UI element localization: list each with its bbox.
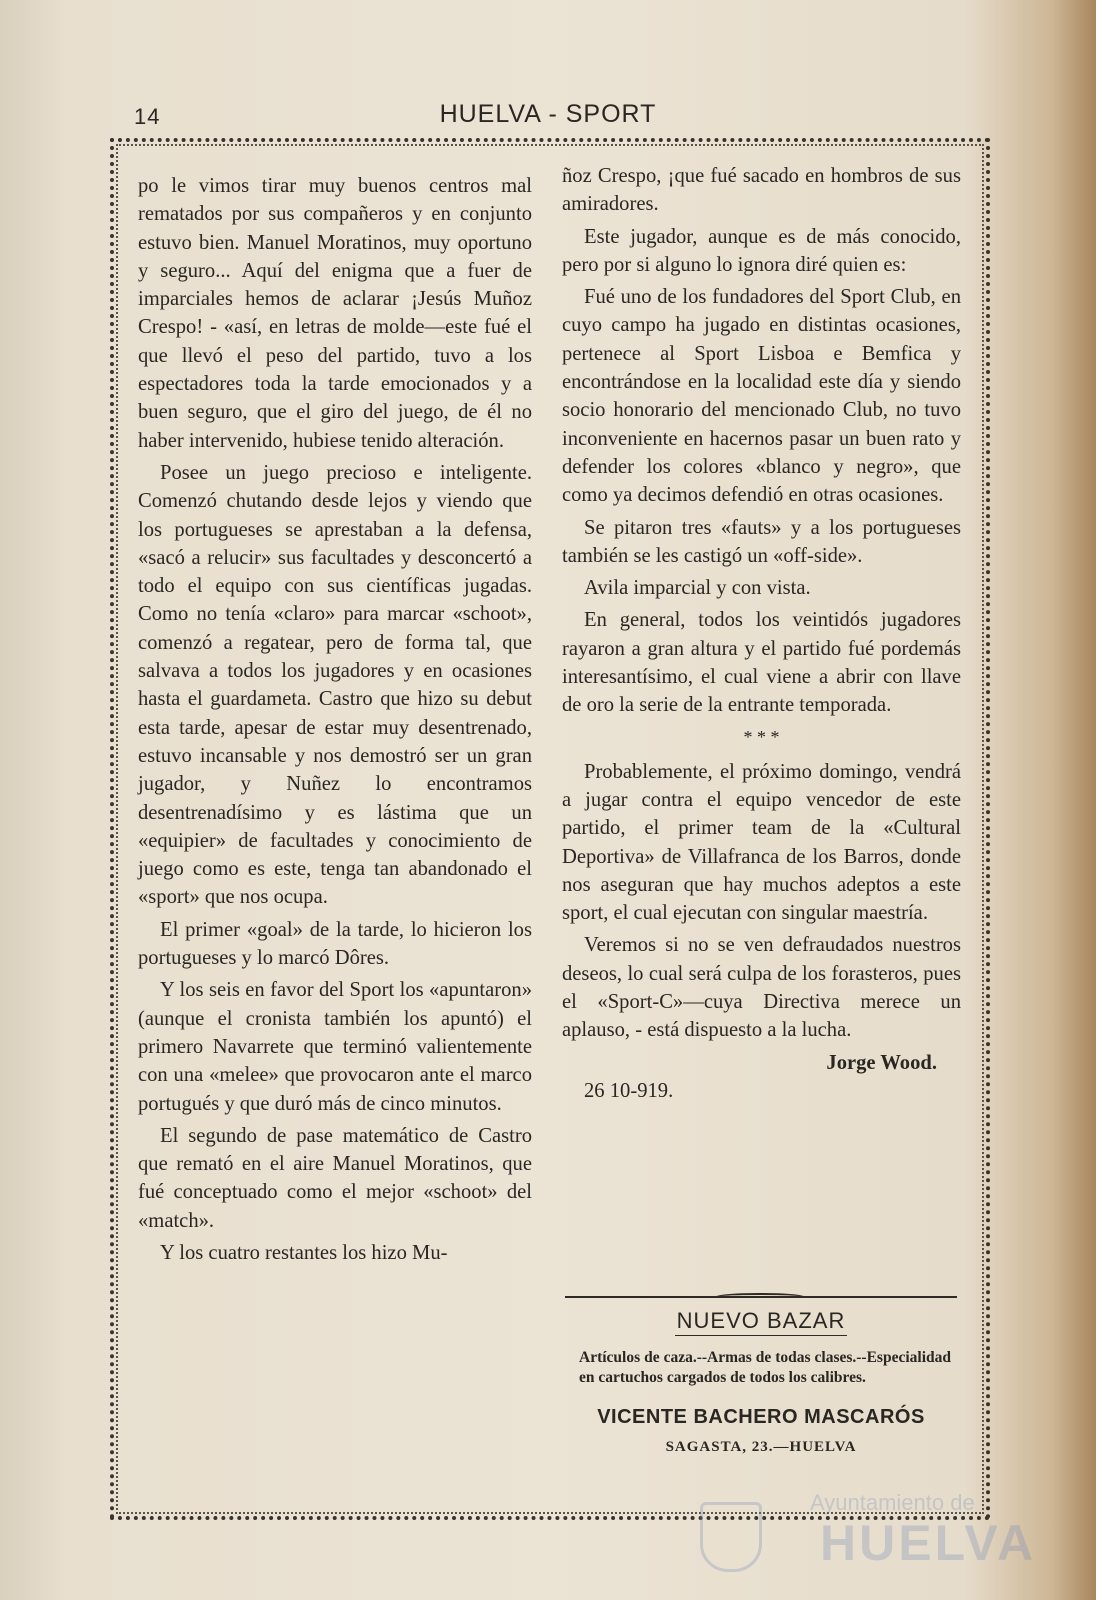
article-date: 26 10-919. [584,1079,674,1102]
paragraph: Posee un juego precioso e inteligente. Comenzó chutando desde lejos y viendo que los portugueses se aprestaban a la defensa, «sacó a relucir» sus facultades y desconcertó a todo el equipo con sus científicas jugadas. Como no tenía «claro» para marcar «schoot», comenzó a regatear, pero de forma tal, que salvava a todos los jugadores y en ocasiones hasta el guardameta. Castro que hizo su debut esta tarde, apesar de estar muy desentrenado, estuvo incansable y nos demostró ser un gran jugador, y Nuñez lo encontramos desentrenadísimo y es lástima que un «equipier» de facultades y conocimiento de juego como es este, tenga tan abandonado el «sport» que nos ocupa. [138,461,532,909]
right-column [562,162,961,1105]
paragraph: Y los seis en favor del Sport los «apuntaron» (aunque el cronista también los apuntó) el primero Navarrete que terminó valientemente con una «melee» que provocaron ante el marco portugués y que duró más de cinco minutos. [138,979,532,1115]
paragraph: El primer «goal» de la tarde, lo hicieron los portugueses y lo marcó Dôres. [138,918,532,970]
running-title: HUELVA - SPORT [439,100,657,128]
left-column [138,172,532,1267]
paragraph: Fué uno de los fundadores del Sport Club, en cuyo campo ha jugado en distintas ocasiones, pertenece al Sport Lisboa e Bemfica y encontrándose en la localidad este día y siendo socio honorario del mencionado Club, no tuvo inconveniente en hacernos pasar un buen rato y defender los colores «blanco y negro», que como ya decimos defendió en otras ocasiones. [562,286,961,507]
shield-icon [700,1502,762,1572]
ad-address: SAGASTA, 23.—HUELVA [665,1439,857,1455]
paragraph: po le vimos tirar muy buenos centros mal rematados por sus compañeros y en conjunto estuvo bien. Manuel Moratinos, muy oportuno y seguro... Aquí del enigma que a fuer de imparciales hemos de aclarar ¡Jesús Muñoz Crespo! - «así, en letras de molde—este fué el que llevó el peso del partido, tuvo a los espectadores toda la tarde emocionados y a buen seguro, que el giro del juego, de él no haber intervenido, hubiese tenido alteración. [138,175,532,452]
paragraph: Se pitaron tres «fauts» y a los portugueses también se les castigó un «off-side». [562,516,961,567]
archive-watermark [700,1490,1037,1580]
paragraph: Este jugador, aunque es de más conocido, pero por si alguno lo ignora diré quien es: [562,225,961,276]
section-separator: * * * [743,726,780,747]
paragraph: ñoz Crespo, ¡que fué sacado en hombros de sus amiradores. [562,165,961,216]
ornamental-rule [565,1296,957,1301]
watermark-line2: HUELVA [820,1515,1037,1571]
paragraph: En general, todos los veintidós jugadores rayaron a gran altura y el partido fué pordemás interesantísimo, el cual viene a abrir con llave de oro la serie de la entrante temporada. [562,609,961,717]
paragraph: Veremos si no se ven defraudados nuestros deseos, lo cual será culpa de los forasteros, pues el «Sport-C»—cuya Directiva merece un aplauso, - está dispuesto a la lucha. [562,934,961,1042]
ad-merchant-name: VICENTE BACHERO MASCARÓS [597,1406,925,1428]
author-signature: Jorge Wood. [826,1051,937,1074]
paragraph: Y los cuatro restantes los hizo Mu- [160,1241,448,1264]
advertisement [565,1308,957,1456]
paragraph: Avila imparcial y con vista. [584,577,811,600]
watermark-line1: Ayuntamiento de [810,1490,975,1515]
paragraph: Probablemente, el próximo domingo, vendrá a jugar contra el equipo vencedor de este partido, el primer team de la «Cultural Deportiva» de Villafranca de los Barros, donde nos aseguran que hay muchos adeptos a este sport, el cual ejecutan con singular maestría. [562,760,961,925]
page-header [0,98,1096,132]
ad-body: Artículos de caza.--Armas de todas clases.--Especialidad en cartuchos cargados de todos los calibres. [579,1349,951,1386]
page-number: 14 [134,104,161,129]
ad-title: NUEVO BAZAR [675,1308,848,1336]
paragraph: El segundo de pase matemático de Castro que remató en el aire Manuel Moratinos, que fué conceptuado como el mejor «schoot» del «match». [138,1124,532,1232]
